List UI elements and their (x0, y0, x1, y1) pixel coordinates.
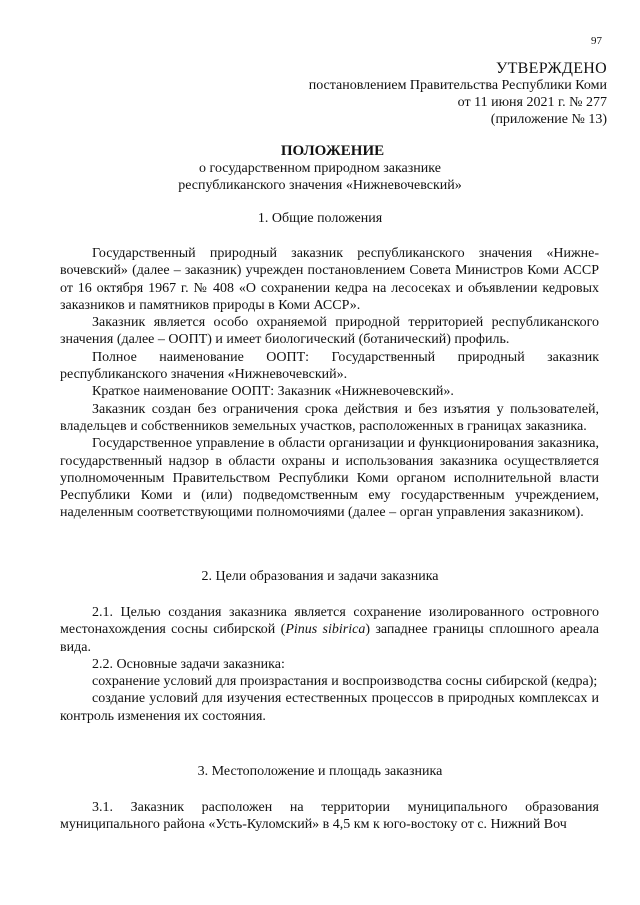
section-body (60, 245, 599, 522)
section-heading: 3. Местоположение и площадь заказника (197, 764, 443, 779)
paragraph: сохранение условий для произрастания и воспроизводства сосны сибирской (кедра); (92, 674, 598, 690)
approval-line: постановлением Правительства Республики Коми (308, 78, 607, 93)
title-line: республиканского значения «Нижневочевский» (178, 178, 462, 193)
text-run: 2.1. Целью создания заказника является сохранение изолированного островного местонахождения сосны сибирской ( (60, 605, 599, 638)
title-heading: ПОЛОЖЕНИЕ (280, 143, 385, 159)
section-heading: 2. Цели образования и задачи заказника (201, 569, 439, 584)
paragraph (60, 604, 599, 656)
section-body (60, 799, 599, 834)
paragraph: Государственное управление в области организации и функционирования заказника, государственный надзор в области охраны и использования заказника осуществляется уполномоченным Правительством Республики Коми органом исполнительной власти Республики Коми и (или) подведомственным ему государственным учреждением, наделенным соответствующими полномочиями (далее – орган управления заказником). (60, 436, 599, 521)
approval-heading: УТВЕРЖДЕНО (495, 60, 607, 77)
paragraph: Государственный природный заказник республиканского значения «Нижне-вочевский» (далее – заказник) учрежден постановлением Совета Министров Коми АССР от 16 октября 1967 г. № 408 «О сохранении кедра на лесосеках и объявлении кедровых заказников и памятников природы в Коми АССР». (60, 246, 599, 313)
approval-line: от 11 июня 2021 г. № 277 (457, 95, 607, 110)
paragraph: 2.2. Основные задачи заказника: (92, 656, 285, 672)
section-body (60, 604, 599, 725)
paragraph: Полное наименование ООПТ: Государственный природный заказник республиканского значения «Нижневочевский». (60, 349, 599, 383)
paragraph: Заказник является особо охраняемой природной территорией республиканского значения (далее – ООПТ) и имеет биологический (ботанический) профиль. (60, 315, 599, 348)
approval-line: (приложение № 13) (490, 112, 607, 127)
section-heading: 1. Общие положения (257, 211, 383, 226)
title-line: о государственном природном заказнике (199, 161, 441, 176)
paragraph: 3.1. Заказник расположен на территории муниципального образования муниципального района «Усть-Куломский» в 4,5 км к юго-востоку от с. Нижний Воч (60, 800, 599, 833)
paragraph: Краткое наименование ООПТ: Заказник «Нижневочевский». (92, 384, 454, 400)
approval-stamp (309, 60, 607, 128)
paragraph: создание условий для изучения естественных процессов в природных комплексах и контроль изменения их состояния. (60, 691, 599, 724)
page-number: 97 (591, 35, 602, 47)
document-title (0, 143, 640, 194)
text-run: ) западнее границы сплошного ареала вида. (60, 622, 599, 655)
latin-species-name: Pinus sibirica (285, 622, 366, 638)
paragraph: Заказник создан без ограничения срока действия и без изъятия у пользователей, владельцев и собственников земельных участков, расположенных в границах заказника. (60, 401, 599, 434)
